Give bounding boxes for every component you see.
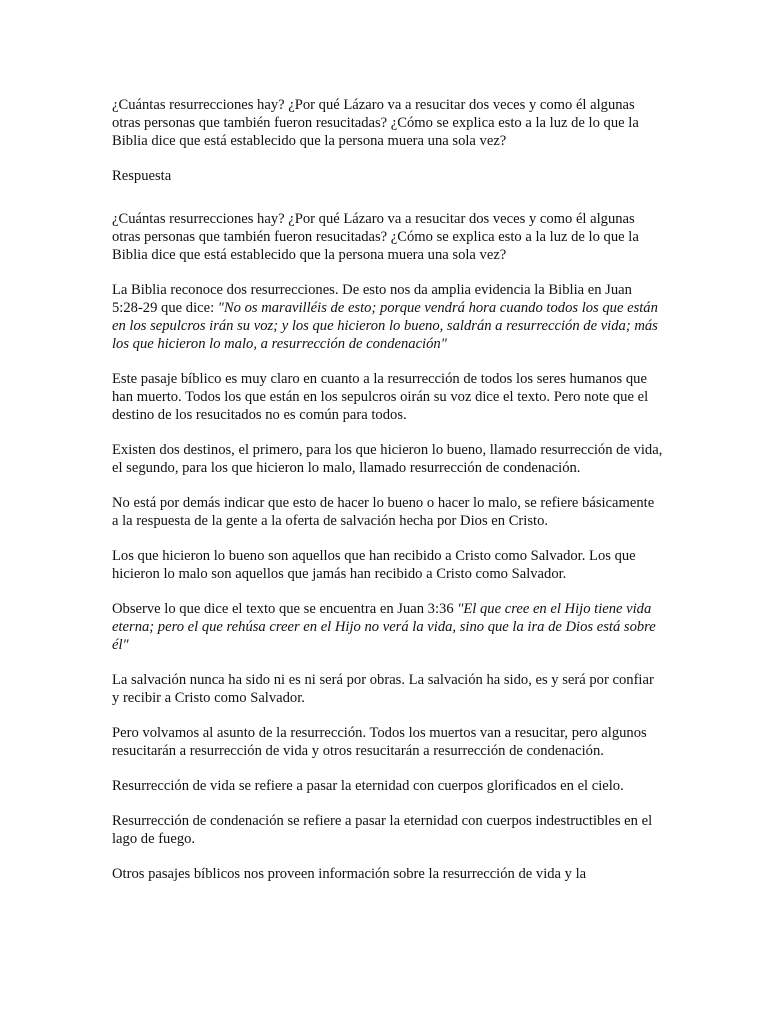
paragraph-6-text: Observe lo que dice el texto que se encuentra en Juan 3:36	[112, 601, 458, 617]
paragraph-9: Resurrección de vida se refiere a pasar la eternidad con cuerpos glorificados en el cielo.	[112, 778, 624, 794]
paragraph-6	[112, 600, 664, 654]
paragraph-11: Otros pasajes bíblicos nos proveen información sobre la resurrección de vida y la	[112, 866, 587, 882]
paragraph-2: Este pasaje bíblico es muy claro en cuanto a la resurrección de todos los seres humanos que han muerto. Todos los que están en los sepulcros oirán su voz dice el texto. Pero note que el destino de los resucitados no es común para todos.	[112, 371, 649, 423]
paragraph-10: Resurrección de condenación se refiere a pasar la eternidad con cuerpos indestructibles en el lago de fuego.	[112, 813, 653, 847]
paragraph-1-quote: "No os maravilléis de esto; porque vendrá hora cuando todos los que están en los sepulcros irán su voz; y los que hicieron lo bueno, saldrán a resurrección de vida; más los que hicieron lo malo, a resurrección de condenación"	[112, 300, 658, 352]
paragraph-3: Existen dos destinos, el primero, para los que hicieron lo bueno, llamado resurrección de vida, el segundo, para los que hicieron lo malo, llamado resurrección de condenación.	[112, 442, 663, 476]
paragraph-7: La salvación nunca ha sido ni es ni será por obras. La salvación ha sido, es y será por confiar y recibir a Cristo como Salvador.	[112, 672, 654, 706]
answer-heading: Respuesta	[112, 168, 172, 184]
paragraph-4: No está por demás indicar que esto de hacer lo bueno o hacer lo malo, se refiere básicamente a la respuesta de la gente a la oferta de salvación hecha por Dios en Cristo.	[112, 495, 655, 529]
paragraph-6-quote: "El que cree en el Hijo tiene vida eterna; pero el que rehúsa creer en el Hijo no verá la vida, sino que la ira de Dios está sobre él"	[112, 601, 656, 653]
paragraph-8: Pero volvamos al asunto de la resurrección. Todos los muertos van a resucitar, pero algunos resucitarán a resurrección de vida y otros resucitarán a resurrección de condenación.	[112, 725, 647, 759]
paragraph-1-text: La Biblia reconoce dos resurrecciones. De esto nos da amplia evidencia la Biblia en Juan 5:28-29 que dice:	[112, 282, 632, 316]
document-page	[112, 96, 664, 900]
paragraph-1	[112, 281, 664, 353]
question-paragraph: ¿Cuántas resurrecciones hay? ¿Por qué Lázaro va a resucitar dos veces y como él algunas otras personas que también fueron resucitadas? ¿Cómo se explica esto a la luz de lo que la Biblia dice que está establecido que la persona muera una sola vez?	[112, 97, 639, 149]
question-repeat-paragraph: ¿Cuántas resurrecciones hay? ¿Por qué Lázaro va a resucitar dos veces y como él algunas otras personas que también fueron resucitadas? ¿Cómo se explica esto a la luz de lo que la Biblia dice que está establecido que la persona muera una sola vez?	[112, 211, 639, 263]
paragraph-5: Los que hicieron lo bueno son aquellos que han recibido a Cristo como Salvador. Los que hicieron lo malo son aquellos que jamás han recibido a Cristo como Salvador.	[112, 548, 636, 582]
